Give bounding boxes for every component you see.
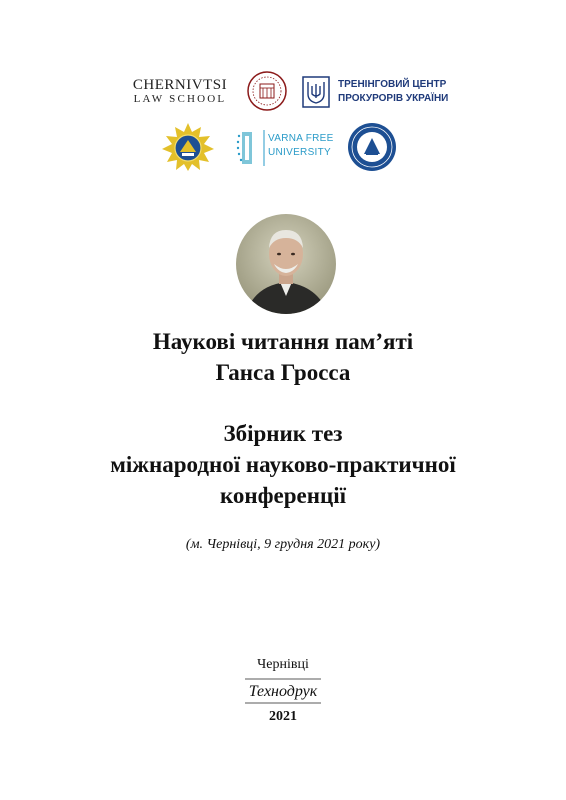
varna-free-university-logo — [236, 126, 336, 170]
chernivtsi-logo-line2: LAW SCHOOL — [133, 93, 227, 105]
varna-text — [268, 132, 334, 160]
publisher-name: Технодрук — [248, 683, 318, 700]
training-center-line2: ПРОКУРОРІВ УКРАЇНИ — [338, 93, 449, 104]
trident-shield-icon — [302, 76, 330, 108]
police-emblem-icon — [160, 122, 216, 172]
subtitle-line2: міжнародної науково-практичної — [110, 452, 456, 477]
partner-logos-row-2 — [160, 118, 410, 174]
collection-subtitle — [0, 418, 566, 511]
publisher-logo — [241, 676, 325, 706]
varna-line2: UNIVERSITY — [268, 147, 332, 158]
university-seal-icon — [245, 70, 289, 112]
chernivtsi-law-school-logo — [130, 68, 230, 114]
training-center-line1: ТРЕНІНГОВИЙ ЦЕНТР — [338, 79, 447, 90]
imprint — [0, 656, 566, 725]
subtitle-line1: Збірник тез — [223, 421, 343, 446]
subtitle-line3: конференції — [219, 483, 347, 508]
title-line1: Наукові читання пам’яті — [152, 329, 414, 354]
prosecutors-training-center-logo — [302, 76, 452, 108]
title-line2: Ганса Гросса — [215, 360, 351, 385]
training-center-text — [338, 78, 458, 106]
portrait-photo — [236, 214, 336, 314]
chernivtsi-logo-line1: CHERNIVTSI — [132, 77, 228, 93]
partner-logos-row-1 — [130, 68, 450, 114]
place-date-note: (м. Чернівці, 9 грудня 2021 року) — [185, 537, 381, 552]
conference-title — [0, 326, 566, 388]
academy-seal-icon — [346, 122, 398, 172]
imprint-year: 2021 — [269, 709, 297, 724]
imprint-city: Чернівці — [257, 657, 309, 672]
varna-line1: VARNA FREE — [268, 133, 334, 144]
varna-tower-icon — [236, 128, 266, 168]
